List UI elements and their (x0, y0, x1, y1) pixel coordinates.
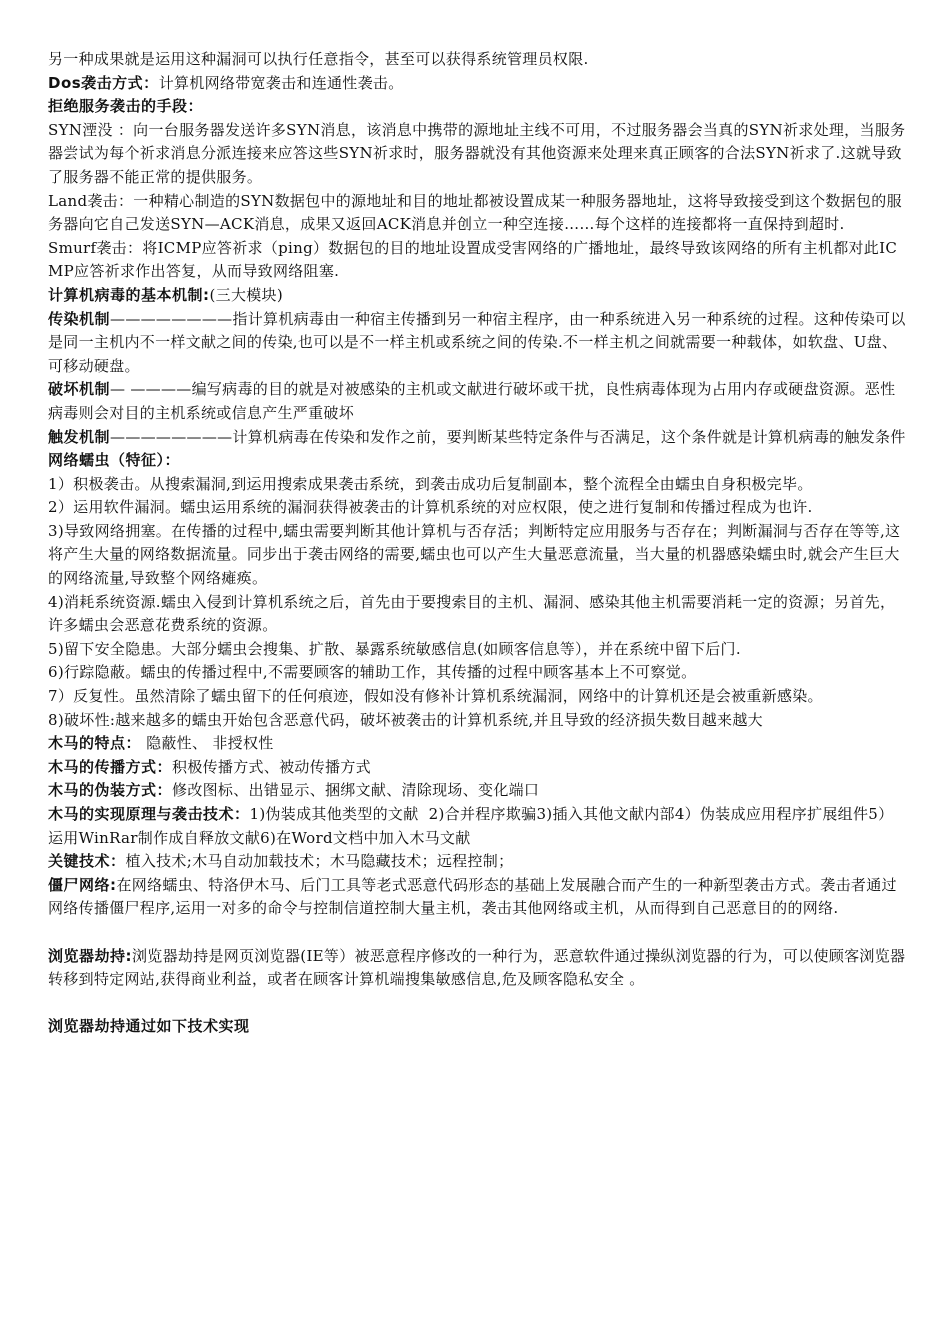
heading-hijack-tech: 浏览器劫持通过如下技术实现 (48, 1017, 250, 1036)
list-item: 2）运用软件漏洞。蠕虫运用系统的漏洞获得被袭击的计算机系统的对应权限，使之进行复制和传播过程成为也许. (48, 498, 813, 517)
spacer (48, 921, 908, 945)
paragraph-trigger (48, 426, 908, 450)
text-hijack: 浏览器劫持是网页浏览器(IE等）被恶意程序修改的一种行为，恶意软件通过操纵浏览器的行为，可以使顾客浏览器转移到特定网站,获得商业利益，或者在顾客计算机端搜集敏感信息,危及顾客隐私安全 。 (48, 946, 906, 989)
paragraph-botnet (48, 874, 908, 921)
heading-destroy: 破坏机制 (48, 380, 111, 399)
text-destroy: — ————编写病毒的目的就是对被感染的主机或文献进行破坏或干扰，良性病毒体现为占用内存或硬盘资源。恶性病毒则会对目的主机系统或信息产生严重破坏 (48, 380, 896, 422)
heading-dos: Dos袭击方式： (48, 73, 159, 92)
paragraph-land: Land袭击：一种精心制造的SYN数据包中的源地址和目的地址都被设置成某一种服务器地址，这将导致接受到这个数据包的服务器向它自己发送SYN—ACK消息，成果又返回ACK消息并创立一种空连接……每个这样的连接都将一直保持到超时. (48, 191, 902, 234)
text-key-tech: 植入技术;木马自动加载技术；木马隐藏技术；远程控制； (125, 852, 514, 871)
paragraph: 另一种成果就是运用这种漏洞可以执行任意指令，甚至可以获得系统管理员权限. (48, 50, 589, 68)
spacer (48, 992, 908, 1016)
heading-trojan-impl: 木马的实现原理与袭击技术： (48, 805, 250, 823)
paragraph-trojan-spread (48, 756, 908, 780)
list-item: 8)破坏性:越来越多的蠕虫开始包含恶意代码，破坏被袭击的计算机系统,并且导致的经济损失数目越来越大 (48, 710, 763, 729)
heading-botnet: 僵尸网络: (48, 875, 117, 894)
list-item: 6)行踪隐蔽。蠕虫的传播过程中,不需要顾客的辅助工作，其传播的过程中顾客基本上不可察觉。 (48, 663, 697, 682)
heading-worm: 网络蠕虫（特征）： (48, 451, 181, 470)
list-item: 3)导致网络拥塞。在传播的过程中,蠕虫需要判断其他计算机与否存活；判断特定应用服务与否存在；判断漏洞与否存在等等,这将产生大量的网络数据流量。同步出于袭击网络的需要,蠕虫也可以产生大量恶意流量，当大量的机器感染蠕虫时,就会产生巨大的网络流量,导致整个网络瘫痪。 (48, 521, 901, 588)
paragraph-spread (48, 308, 908, 379)
list-item: 1）积极袭击。从搜索漏洞,到运用搜索成果袭击系统，到袭击成功后复制副本，整个流程全由蠕虫自身积极完毕。 (48, 474, 813, 493)
text-trojan-feature: 隐蔽性、 非授权性 (141, 734, 274, 753)
heading-spread: 传染机制 (48, 309, 111, 328)
text-trojan-spread: 积极传播方式、被动传播方式 (172, 757, 371, 776)
heading-trigger: 触发机制 (48, 427, 111, 446)
heading-virus: 计算机病毒的基本机制: (48, 285, 210, 304)
paragraph-trojan-impl (48, 803, 908, 850)
heading-trojan-feature: 木马的特点： (48, 734, 142, 753)
list-item: 4)消耗系统资源.蠕虫入侵到计算机系统之后，首先由于要搜索目的主机、漏洞、感染其他主机需要消耗一定的资源；另首先，许多蠕虫会恶意花费系统的资源。 (48, 592, 896, 635)
text-virus: (三大模块) (209, 285, 284, 304)
text-trojan-impl: 1)伪装成其他类型的文献 2)合并程序欺骗3)插入其他文献内部4）伪装成应用程序扩展组件5）运用WinRar制作成自释放文献6)在Word文档中加入木马文献 (48, 805, 894, 847)
text-spread: ————————指计算机病毒由一种宿主传播到另一种宿主程序，由一种系统进入另一种系统的过程。这种传染可以是同一主机内不一样文献之间的传染,也可以是不一样主机或系统之间的传染.不一样主机之间就需要一种载体，如软盘、U盘、可移动硬盘。 (48, 309, 906, 375)
paragraph-hijack (48, 945, 908, 992)
list-item: 7）反复性。虽然清除了蠕虫留下的任何痕迹，假如没有修补计算机系统漏洞，网络中的计算机还是会被重新感染。 (48, 687, 823, 706)
heading-key-tech: 关键技术： (48, 852, 126, 871)
paragraph-destroy (48, 378, 908, 425)
paragraph-smurf: Smurf袭击：将ICMP应答祈求（ping）数据包的目的地址设置成受害网络的广播地址，最终导致该网络的所有主机都对此ICMP应答祈求作出答复，从而导致网络阻塞. (48, 238, 898, 281)
paragraph-virus (48, 284, 908, 308)
paragraph-key-tech (48, 850, 908, 874)
list-item: 5)留下安全隐患。大部分蠕虫会搜集、扩散、暴露系统敏感信息(如顾客信息等），并在系统中留下后门. (48, 639, 741, 658)
text-dos: 计算机网络带宽袭击和连通性袭击。 (158, 73, 404, 92)
heading-trojan-disguise: 木马的伪装方式： (48, 781, 173, 800)
paragraph-trojan-feature (48, 732, 908, 756)
text-botnet: 在网络蠕虫、特洛伊木马、后门工具等老式恶意代码形态的基础上发展融合而产生的一种新型袭击方式。袭击者通过网络传播僵尸程序,运用一对多的命令与控制信道控制大量主机，袭击其他网络或主机，从而得到自己恶意目的的网络. (48, 875, 897, 918)
text-trigger: ————————计算机病毒在传染和发作之前，要判断某些特定条件与否满足，这个条件就是计算机病毒的触发条件 (110, 427, 906, 446)
text-trojan-disguise: 修改图标、出错显示、捆绑文献、清除现场、变化端口 (172, 781, 540, 800)
heading-trojan-spread: 木马的传播方式： (48, 757, 173, 776)
paragraph-syn: SYN湮没 ：向一台服务器发送许多SYN消息，该消息中携带的源地址主线不可用，不过服务器会当真的SYN祈求处理，当服务器尝试为每个祈求消息分派连接来应答这些SYN祈求时，服务器就没有其他资源来处理来真正顾客的合法SYN祈求了.这就导致了服务器不能正常的提供服务。 (48, 120, 906, 186)
heading-dos-means: 拒绝服务袭击的手段： (48, 97, 204, 116)
heading-hijack: 浏览器劫持: (48, 946, 132, 965)
paragraph-dos (48, 72, 908, 96)
paragraph-trojan-disguise (48, 779, 908, 803)
